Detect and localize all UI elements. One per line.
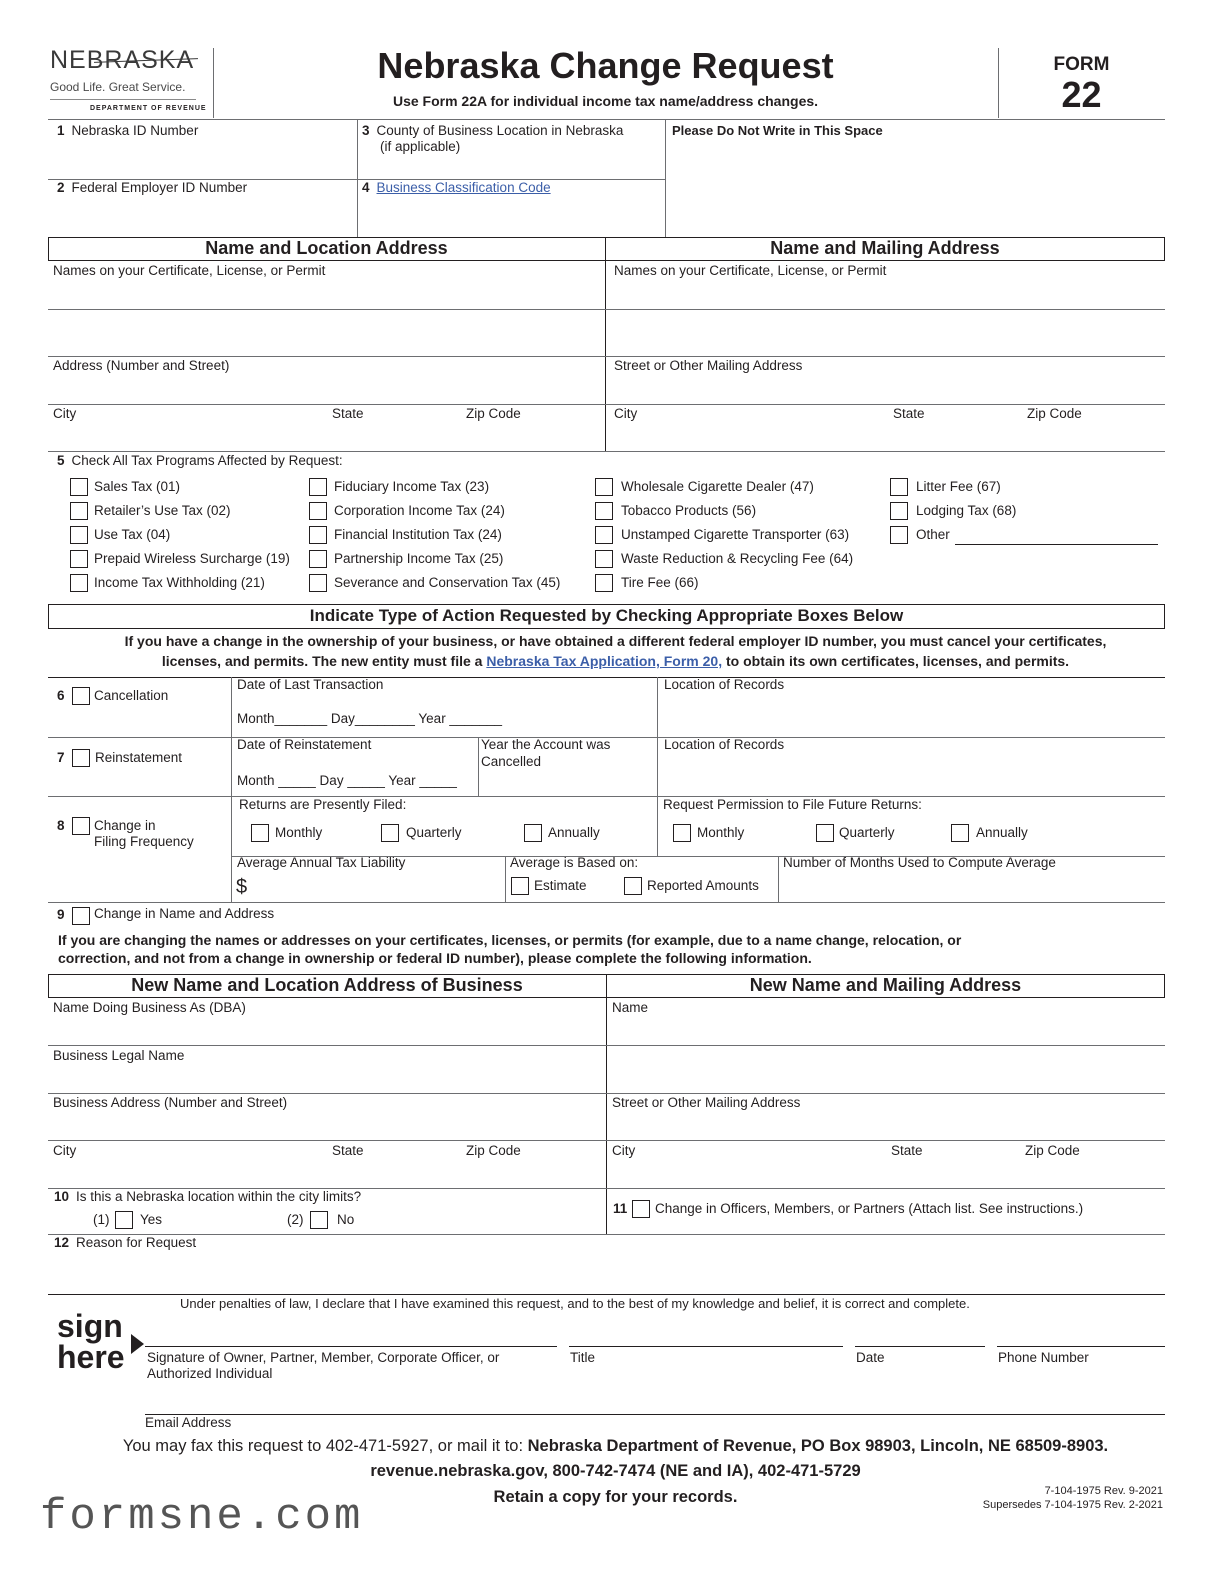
liability-divider	[505, 856, 506, 902]
field-rule	[48, 796, 1165, 797]
checkbox-income-tax-withholding[interactable]	[70, 574, 88, 592]
basis-divider	[778, 856, 779, 902]
records-column-divider	[657, 677, 658, 856]
checkbox-severance-conservation-tax[interactable]	[309, 574, 327, 592]
fax-text: You may fax this request to 402-471-5927, or mail it to:	[122, 1437, 528, 1455]
label-change-officers: Change in Officers, Members, or Partners (Attach list. See instructions.)	[655, 1201, 1084, 1216]
checkbox-use-tax[interactable]	[70, 526, 88, 544]
checkbox-lodging-tax[interactable]	[890, 502, 908, 520]
checkbox-estimate[interactable]	[511, 877, 529, 895]
checkbox-change-filing-frequency[interactable]	[72, 817, 90, 835]
new-location-address-heading: New Name and Location Address of Business	[131, 975, 523, 995]
business-street-label: Business Address (Number and Street)	[53, 1095, 288, 1110]
label-city-limits-no: No	[337, 1212, 355, 1227]
ownership-notice-line-1: If you have a change in the ownership of your business, or have obtained a different federal employer ID number, you must cancel your certificates,	[124, 633, 1107, 649]
field-number: 11	[613, 1201, 628, 1216]
checkbox-litter-fee[interactable]	[890, 478, 908, 496]
top-fields-divider-1	[357, 119, 358, 237]
label-fiduciary-income-tax: Fiduciary Income Tax (23)	[334, 479, 490, 494]
city-limits-question	[54, 1189, 361, 1205]
new-mailing-zip-label: Zip Code	[1025, 1143, 1080, 1158]
label-lodging-tax: Lodging Tax (68)	[916, 503, 1017, 518]
label-reported-amounts: Reported Amounts	[647, 878, 759, 893]
phone-label: Phone Number	[998, 1350, 1089, 1365]
name-change-notice-line-2: correction, and not from a change in ownership or federal ID number), please complete the following information.	[58, 950, 812, 966]
logo-wordmark: NEBRASKA	[50, 46, 195, 74]
field-number: 9	[57, 907, 65, 922]
field-rule	[48, 451, 1165, 452]
checkbox-financial-institution-tax[interactable]	[309, 526, 327, 544]
checkbox-future-monthly[interactable]	[673, 824, 691, 842]
label-cancellation: Cancellation	[94, 688, 169, 703]
form-supersedes: Supersedes 7-104-1975 Rev. 2-2021	[982, 1499, 1163, 1511]
reason-label	[54, 1235, 196, 1251]
label-litter-fee: Litter Fee (67)	[916, 479, 1001, 494]
new-location-city-label: City	[53, 1143, 77, 1158]
form-number: 22	[1061, 74, 1102, 115]
logo-department: DEPARTMENT OF REVENUE	[90, 105, 207, 112]
checkbox-future-quarterly[interactable]	[816, 824, 834, 842]
field-label: Reason for Request	[76, 1235, 197, 1250]
last-transaction-date-fields[interactable]: Month_______ Day________ Year _______	[237, 711, 502, 726]
declaration-text: Under penalties of law, I declare that I have examined this request, and to the best of my knowledge and belief, it is correct and complete.	[180, 1296, 970, 1311]
checkbox-sales-tax[interactable]	[70, 478, 88, 496]
label-other: Other	[916, 527, 950, 542]
checkbox-fiduciary-income-tax[interactable]	[309, 478, 327, 496]
ownership-notice-line-2	[0, 652, 1231, 670]
checkbox-prepaid-wireless-surcharge[interactable]	[70, 550, 88, 568]
nebraska-id-field-label	[57, 123, 198, 139]
here-word: here	[57, 1339, 125, 1375]
checkbox-reinstatement[interactable]	[72, 749, 90, 767]
no-option-number: (2)	[287, 1212, 304, 1227]
mailing-address-heading: Name and Mailing Address	[770, 238, 1000, 258]
sign-word: sign	[57, 1308, 123, 1344]
sign-arrow-icon	[131, 1334, 144, 1354]
label-use-tax: Use Tax (04)	[94, 527, 171, 542]
mailing-state-label: State	[893, 406, 925, 421]
year-cancelled-divider	[478, 737, 479, 796]
field-number: 12	[54, 1235, 70, 1250]
checkbox-tobacco-products[interactable]	[595, 502, 613, 520]
legal-name-label: Business Legal Name	[53, 1048, 185, 1063]
location-street-label: Address (Number and Street)	[53, 358, 230, 373]
field-rule	[48, 1140, 1165, 1141]
label-future-quarterly: Quarterly	[839, 825, 895, 840]
label-reinstatement: Reinstatement	[95, 750, 183, 765]
label-future-monthly: Monthly	[697, 825, 745, 840]
title-label: Title	[570, 1350, 596, 1365]
field-label: Federal Employer ID Number	[71, 180, 248, 195]
name-change-notice-line-1: If you are changing the names or addresses on your certificates, licenses, or permits (for example, due to a name change, relocation, or	[58, 932, 962, 948]
checkbox-corporation-income-tax[interactable]	[309, 502, 327, 520]
label-future-annually: Annually	[976, 825, 1028, 840]
checkbox-change-officers[interactable]	[632, 1200, 650, 1218]
address-column-divider	[605, 237, 606, 451]
label-corporation-income-tax: Corporation Income Tax (24)	[334, 503, 505, 518]
new-location-state-label: State	[332, 1143, 364, 1158]
title-line[interactable]	[569, 1346, 843, 1347]
action-label-column-divider	[231, 677, 232, 902]
signature-line[interactable]	[145, 1346, 557, 1347]
county-field-sublabel: (if applicable)	[380, 139, 461, 154]
label-financial-institution-tax: Financial Institution Tax (24)	[334, 527, 502, 542]
checkbox-partnership-income-tax[interactable]	[309, 550, 327, 568]
date-label: Date	[856, 1350, 885, 1365]
fein-field-label	[57, 180, 247, 196]
header-bottom-rule	[48, 119, 1165, 120]
location-names-label: Names on your Certificate, License, or Permit	[53, 263, 326, 278]
label-change-in: Change in	[94, 818, 156, 833]
label-present-quarterly: Quarterly	[406, 825, 462, 840]
label-tobacco-products: Tobacco Products (56)	[621, 503, 757, 518]
label-change-name-address: Change in Name and Address	[94, 906, 275, 921]
action-table-top-rule	[48, 677, 1165, 678]
checkbox-unstamped-cigarette-transporter[interactable]	[595, 526, 613, 544]
label-estimate: Estimate	[534, 878, 587, 893]
new-location-zip-label: Zip Code	[466, 1143, 521, 1158]
office-use-label: Please Do Not Write in This Space	[672, 123, 883, 138]
field-number: 10	[54, 1189, 70, 1204]
reinstatement-date-fields[interactable]: Month _____ Day _____ Year _____	[237, 773, 457, 788]
reinstatement-records-label: Location of Records	[664, 737, 785, 752]
new-mailing-name-label: Name	[612, 1000, 649, 1015]
checkbox-future-annually[interactable]	[951, 824, 969, 842]
signature-section-rule	[48, 1294, 1165, 1295]
label-wholesale-cigarette-dealer: Wholesale Cigarette Dealer (47)	[621, 479, 814, 494]
field-label: Nebraska ID Number	[71, 123, 199, 138]
year-cancelled-label-2: Cancelled	[481, 754, 542, 769]
checkbox-present-monthly[interactable]	[251, 824, 269, 842]
checkbox-present-quarterly[interactable]	[381, 824, 399, 842]
checkbox-retailers-use-tax[interactable]	[70, 502, 88, 520]
mailing-address: Nebraska Department of Revenue, PO Box 98903, Lincoln, NE 68509-8903.	[527, 1437, 1109, 1455]
label-severance-conservation-tax: Severance and Conservation Tax (45)	[334, 575, 561, 590]
field-rule	[48, 1234, 1165, 1235]
date-line[interactable]	[855, 1346, 985, 1347]
dba-label: Name Doing Business As (DBA)	[53, 1000, 246, 1015]
new-mailing-state-label: State	[891, 1143, 923, 1158]
new-mailing-city-label: City	[612, 1143, 636, 1158]
classification-field-label	[362, 180, 551, 196]
cancellation-records-label: Location of Records	[664, 677, 785, 692]
county-field-label	[362, 123, 623, 139]
label-income-tax-withholding: Income Tax Withholding (21)	[94, 575, 265, 590]
label-filing-frequency: Filing Frequency	[94, 834, 194, 849]
checkbox-waste-reduction-recycling-fee[interactable]	[595, 550, 613, 568]
checkbox-city-limits-no[interactable]	[310, 1211, 328, 1229]
future-filing-label: Request Permission to File Future Returns:	[663, 797, 922, 812]
last-transaction-date-label: Date of Last Transaction	[237, 677, 384, 692]
field-label: County of Business Location in Nebraska	[376, 123, 624, 138]
label-prepaid-wireless-surcharge: Prepaid Wireless Surcharge (19)	[94, 551, 290, 566]
field-label: Is this a Nebraska location within the city limits?	[76, 1189, 362, 1204]
location-city-label: City	[53, 406, 77, 421]
new-mailing-address-heading: New Name and Mailing Address	[749, 975, 1022, 995]
label-present-monthly: Monthly	[275, 825, 323, 840]
location-zip-label: Zip Code	[466, 406, 521, 421]
field-rule	[48, 1045, 1165, 1046]
phone-line[interactable]	[997, 1346, 1165, 1347]
field-number: 1	[57, 123, 65, 138]
year-cancelled-label: Year the Account was	[481, 737, 611, 752]
signature-label: Signature of Owner, Partner, Member, Corporate Officer, or	[147, 1350, 500, 1365]
average-basis-label: Average is Based on:	[510, 855, 639, 870]
mailing-names-label: Names on your Certificate, License, or Permit	[614, 263, 887, 278]
label-city-limits-yes: Yes	[140, 1212, 163, 1227]
field-rule	[48, 309, 1165, 310]
form-label: FORM	[1053, 54, 1110, 75]
average-liability-label: Average Annual Tax Liability	[237, 855, 406, 870]
field-number: 5	[57, 453, 65, 468]
email-label: Email Address	[145, 1415, 232, 1430]
page-subtitle: Use Form 22A for individual income tax name/address changes.	[392, 93, 819, 109]
form-revision: 7-104-1975 Rev. 9-2021	[1044, 1485, 1163, 1497]
logo-tagline: Good Life. Great Service.	[50, 80, 186, 94]
checkbox-change-name-address[interactable]	[72, 907, 90, 925]
field-number: 6	[57, 688, 65, 703]
notice-text: licenses, and permits. The new entity must file a	[161, 653, 487, 669]
label-tire-fee: Tire Fee (66)	[621, 575, 699, 590]
checkbox-other[interactable]	[890, 526, 908, 544]
field-number: 7	[57, 750, 65, 765]
label-partnership-income-tax: Partnership Income Tax (25)	[334, 551, 504, 566]
field-number: 8	[57, 818, 65, 833]
tax-programs-label	[57, 453, 343, 469]
field-rule	[48, 404, 1165, 405]
logo-divider	[50, 99, 196, 100]
location-state-label: State	[332, 406, 364, 421]
mailing-city-label: City	[614, 406, 638, 421]
business-classification-code-link[interactable]: Business Classification Code	[376, 180, 551, 195]
checkbox-reported-amounts[interactable]	[624, 877, 642, 895]
watermark: formsne.com	[40, 1492, 364, 1542]
field-rule	[48, 902, 1165, 903]
retain-copy-note: Retain a copy for your records.	[493, 1488, 738, 1506]
checkbox-city-limits-yes[interactable]	[115, 1211, 133, 1229]
other-write-in-line[interactable]	[955, 544, 1158, 545]
label-present-annually: Annually	[548, 825, 600, 840]
checkbox-cancellation[interactable]	[72, 687, 90, 705]
label-sales-tax: Sales Tax (01)	[94, 479, 181, 494]
contact-info: revenue.nebraska.gov, 800-742-7474 (NE and IA), 402-471-5729	[370, 1462, 861, 1480]
label-waste-reduction-recycling-fee: Waste Reduction & Recycling Fee (64)	[621, 551, 854, 566]
fax-mail-instructions	[0, 1435, 1231, 1457]
form-20-link[interactable]: Nebraska Tax Application, Form 20,	[486, 653, 723, 669]
checkbox-tire-fee[interactable]	[595, 574, 613, 592]
location-address-heading: Name and Location Address	[205, 238, 448, 258]
mailing-zip-label: Zip Code	[1027, 406, 1082, 421]
email-line[interactable]	[145, 1414, 1165, 1415]
page-title: Nebraska Change Request	[377, 45, 834, 86]
checkbox-wholesale-cigarette-dealer[interactable]	[595, 478, 613, 496]
field-rule	[48, 356, 1165, 357]
checkbox-present-annually[interactable]	[524, 824, 542, 842]
yes-option-number: (1)	[93, 1212, 110, 1227]
top-fields-divider-2	[665, 119, 666, 237]
reinstatement-date-label: Date of Reinstatement	[237, 737, 372, 752]
field-number: 4	[362, 180, 370, 195]
action-heading: Indicate Type of Action Requested by Checking Appropriate Boxes Below	[309, 606, 904, 625]
field-number: 2	[57, 180, 65, 195]
field-label: Check All Tax Programs Affected by Request:	[71, 453, 343, 468]
notice-text: to obtain its own certificates, licenses, and permits.	[722, 653, 1070, 669]
field-number: 3	[362, 123, 370, 138]
signature-label-2: Authorized Individual	[147, 1366, 273, 1381]
label-retailers-use-tax: Retailer’s Use Tax (02)	[94, 503, 231, 518]
months-used-label: Number of Months Used to Compute Average	[783, 855, 1056, 870]
new-address-column-divider	[606, 974, 607, 1234]
field-rule	[48, 1093, 1165, 1094]
label-unstamped-cigarette-transporter: Unstamped Cigarette Transporter (63)	[621, 527, 850, 542]
mailing-street-label: Street or Other Mailing Address	[614, 358, 803, 373]
present-filing-label: Returns are Presently Filed:	[239, 797, 407, 812]
currency-symbol: $	[236, 876, 248, 898]
new-mailing-street-label: Street or Other Mailing Address	[612, 1095, 801, 1110]
